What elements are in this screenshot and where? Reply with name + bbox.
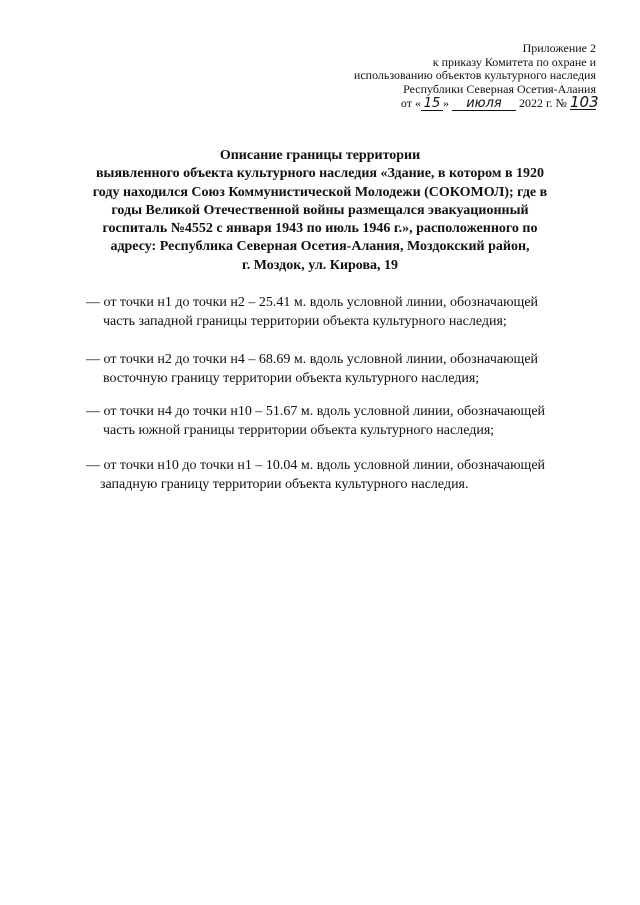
- list-item: [86, 456, 606, 494]
- item-line-1: — от точки н10 до точки н1 – 10.04 м. вдоль условной линии, обозначающей: [86, 458, 546, 473]
- list-item: [86, 350, 606, 388]
- appendix-line-2: к приказу Комитета по охране и: [432, 54, 596, 69]
- handwritten-month: июля: [452, 97, 516, 111]
- list-item: [86, 293, 606, 331]
- title-line-7: г. Моздок, ул. Кирова, 19: [241, 257, 399, 273]
- appendix-header: [353, 41, 599, 111]
- appendix-line-4: Республики Северная Осетия-Алания: [403, 81, 596, 96]
- appendix-line-3: использованию объектов культурного наследия: [353, 68, 596, 82]
- item-line-1: — от точки н2 до точки н4 – 68.69 м. вдоль условной линии, обозначающей: [86, 352, 539, 367]
- document-title: [70, 147, 570, 275]
- title-line-1: Описание границы территории: [219, 148, 421, 163]
- appendix-line-1: Приложение 2: [522, 41, 596, 55]
- title-line-2: выявленного объекта культурного наследия «Здание, в котором в 1920: [95, 166, 544, 182]
- title-line-4: годы Великой Отечественной войны размещался эвакуационный: [111, 202, 529, 218]
- title-line-3: году находился Союз Коммунистической Молодежи (СОКОМОЛ); где в: [92, 184, 548, 200]
- title-line-6: адресу: Республика Северная Осетия-Алания, Моздокский район,: [110, 239, 530, 255]
- item-line-2: часть западной границы территории объекта культурного наследия;: [103, 314, 507, 329]
- handwritten-day: 15: [421, 97, 443, 111]
- handwritten-order-number: 103: [570, 93, 599, 111]
- title-line-5: госпиталь №4552 с января 1943 по июль 1946 г.», расположенного по: [102, 221, 538, 237]
- list-item: [86, 402, 606, 440]
- item-line-2: западную границу территории объекта культурного наследия.: [100, 477, 469, 492]
- date-year: 2022 г. №: [518, 96, 567, 110]
- item-line-1: — от точки н4 до точки н10 – 51.67 м. вдоль условной линии, обозначающей: [86, 404, 546, 419]
- item-line-1: — от точки н1 до точки н2 – 25.41 м. вдоль условной линии, обозначающей: [86, 295, 539, 310]
- date-prefix: от «: [400, 96, 421, 110]
- date-mid: »: [442, 96, 449, 110]
- item-line-2: часть южной границы территории объекта культурного наследия;: [103, 423, 495, 438]
- order-date-line: [354, 93, 599, 111]
- item-line-2: восточную границу территории объекта культурного наследия;: [103, 371, 480, 386]
